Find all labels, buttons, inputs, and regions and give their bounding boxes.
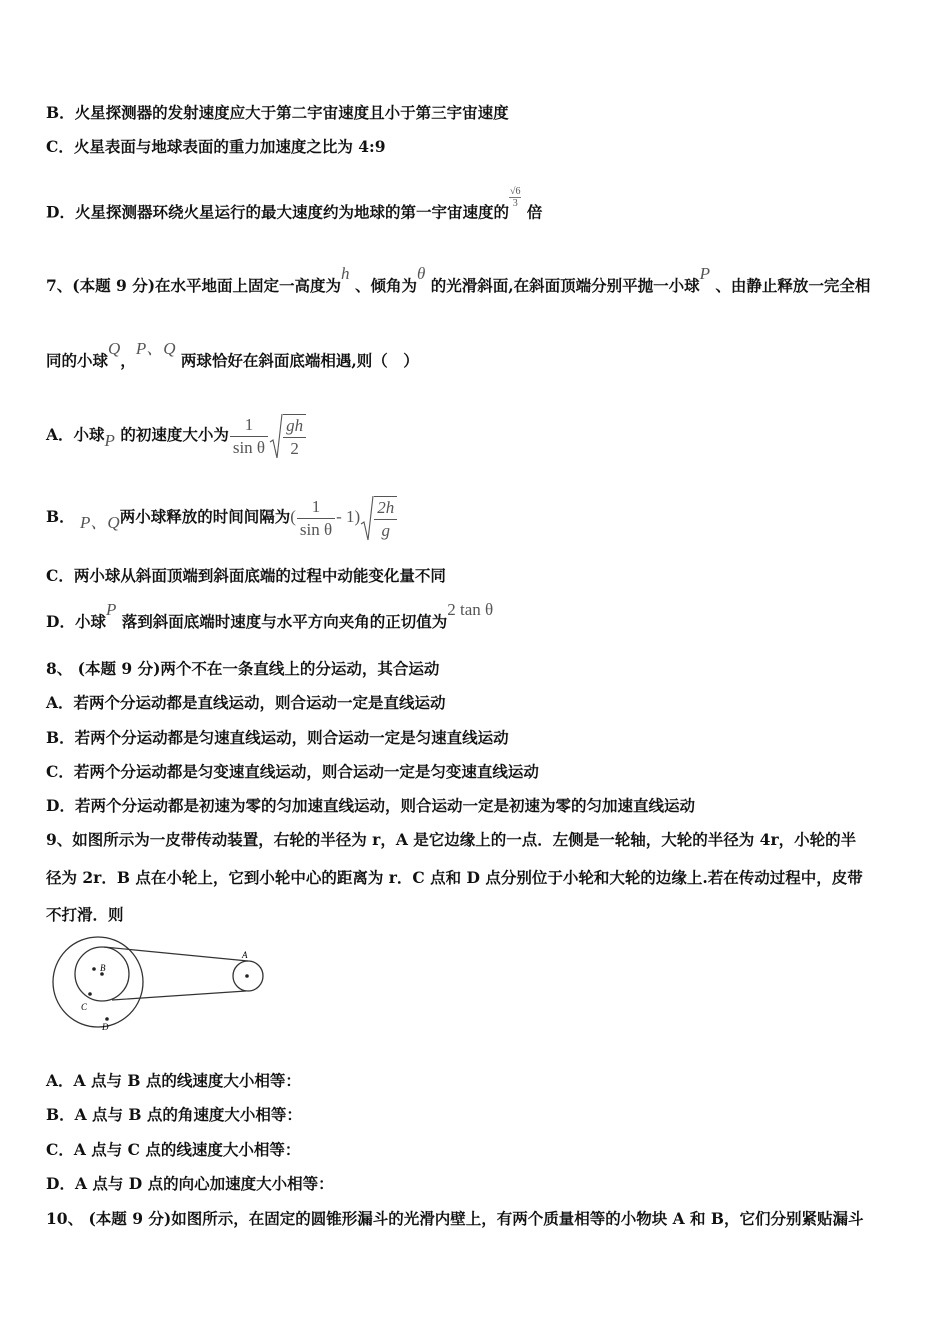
q7-text-f: 两球恰好在斜面底端相遇,则（ ） xyxy=(180,351,419,370)
q7-symbol-h: h xyxy=(341,264,350,283)
q7-option-b-fraction xyxy=(297,496,335,541)
q7-option-a-text: 的初速度大小为 xyxy=(120,425,229,444)
q7-option-d-expression: 2 tan θ xyxy=(447,600,494,619)
q9-option-b: B．A 点与 B 点的角速度大小相等： xyxy=(46,1105,302,1124)
q7-option-a-symbol-p: P xyxy=(104,431,115,450)
q7-option-b-frac-num: 1 xyxy=(297,496,335,519)
belt-bottom xyxy=(112,991,246,1000)
belt-drive-figure xyxy=(52,934,272,1034)
q7-option-b-frac-den: sin θ xyxy=(299,519,333,539)
q7-symbol-p: P xyxy=(699,264,711,283)
q10-stem: 10、 (本题 9 分)如图所示，在固定的圆锥形漏斗的光滑内壁上，有两个质量相等的小物块 A 和 B，它们分别紧贴漏斗 xyxy=(46,1209,864,1228)
q6-option-d xyxy=(46,186,910,225)
q6-option-d-fraction xyxy=(509,186,522,209)
q7-option-a-sqrt-num: gh xyxy=(283,415,306,438)
q7-stem-line1 xyxy=(46,264,910,296)
q7-text-b: 、倾角为 xyxy=(354,276,417,295)
q8-option-d: D．若两个分运动都是初速为零的匀加速直线运动，则合运动一定是初速为零的匀加速直线运动 xyxy=(46,796,695,815)
q8-option-a: A．若两个分运动都是直线运动，则合运动一定是直线运动 xyxy=(46,693,446,712)
q7-option-c: C．两小球从斜面顶端到斜面底端的过程中动能变化量不同 xyxy=(46,566,446,585)
q7-text-a: 7、(本题 9 分)在水平地面上固定一高度为 xyxy=(46,276,342,295)
belt-top xyxy=(104,947,248,961)
q7-comma: ， xyxy=(120,351,136,370)
q9-stem-line3: 不打滑．则 xyxy=(46,905,124,924)
q8-stem: 8、 (本题 9 分)两个不在一条直线上的分运动，其合运动 xyxy=(46,659,440,678)
q7-option-d xyxy=(46,600,910,632)
q7-option-b-label: B． xyxy=(46,507,75,526)
q7-option-b-paren: ( xyxy=(290,507,296,526)
q7-option-a-sqrt-den: 2 xyxy=(290,438,299,458)
q6-frac-den: 3 xyxy=(512,198,518,209)
q7-text-d: 、由静止释放一完全相 xyxy=(715,276,871,295)
q7-text-e: 同的小球 xyxy=(46,351,109,370)
q9-stem-line2: 径为 2r．B 点在小轮上，它到小轮中心的距离为 r．C 点和 D 点分别位于小轮和大轮的边缘上.若在传动过程中，皮带 xyxy=(46,868,863,887)
label-b: B xyxy=(100,963,106,973)
q7-symbol-pq: P、Q xyxy=(135,339,176,358)
point-c-dot xyxy=(88,992,92,996)
q7-text-c: 的光滑斜面,在斜面顶端分别平抛一小球 xyxy=(430,276,700,295)
q7-option-a-label: A．小球 xyxy=(46,425,105,444)
q7-symbol-q: Q xyxy=(108,339,121,358)
q7-option-d-label: D．小球 xyxy=(46,612,106,631)
q7-option-b-text: 两小球释放的时间间隔为 xyxy=(119,507,291,526)
q6-option-c: C．火星表面与地球表面的重力加速度之比为 4:9 xyxy=(46,137,386,156)
q9-option-d: D．A 点与 D 点的向心加速度大小相等： xyxy=(46,1174,334,1193)
q7-option-a-frac-num: 1 xyxy=(230,414,268,437)
q7-option-a-frac-den: sin θ xyxy=(232,437,266,457)
q9-option-c: C．A 点与 C 点的线速度大小相等： xyxy=(46,1140,301,1159)
q8-option-c: C．若两个分运动都是匀变速直线运动，则合运动一定是匀变速直线运动 xyxy=(46,762,539,781)
q7-option-b-sqrt-num: 2h xyxy=(374,497,397,520)
label-c: C xyxy=(81,1002,88,1012)
q7-option-b xyxy=(46,492,910,542)
q7-option-d-symbol-p: P xyxy=(105,600,117,619)
point-b-dot xyxy=(92,967,96,971)
q9-option-a: A．A 点与 B 点的线速度大小相等： xyxy=(46,1071,301,1090)
q7-symbol-theta: θ xyxy=(416,264,426,283)
q6-frac-num: √6 xyxy=(509,186,521,197)
point-d-dot xyxy=(105,1017,109,1021)
q7-option-b-symbol-pq: P、Q xyxy=(80,513,120,532)
q7-option-b-sqrt xyxy=(360,493,398,544)
q6-option-b: B．火星探测器的发射速度应大于第二宇宙速度且小于第三宇宙速度 xyxy=(46,103,509,122)
q7-option-b-minus: - 1) xyxy=(336,507,361,526)
q7-option-a-fraction xyxy=(230,414,268,459)
q7-stem-line2 xyxy=(46,339,910,371)
label-d: D xyxy=(102,1022,109,1032)
q7-option-d-text: 落到斜面底端时速度与水平方向夹角的正切值为 xyxy=(121,612,448,631)
q7-option-b-sqrt-den: g xyxy=(381,520,390,540)
label-a: A xyxy=(242,950,248,960)
q6-option-d-text: D．火星探测器环绕火星运行的最大速度约为地球的第一宇宙速度的 xyxy=(46,202,509,222)
q7-option-a-sqrt xyxy=(269,411,307,462)
large-wheel xyxy=(53,937,143,1027)
q7-option-a xyxy=(46,410,910,460)
q6-option-d-suffix: 倍 xyxy=(526,202,543,222)
q8-option-b: B．若两个分运动都是匀速直线运动，则合运动一定是匀速直线运动 xyxy=(46,728,509,747)
q9-stem-line1: 9、如图所示为一皮带传动装置，右轮的半径为 r，A 是它边缘上的一点．左侧是一轮轴，大轮的半径为 4r，小轮的半 xyxy=(46,830,857,849)
point-a-dot xyxy=(245,974,249,978)
